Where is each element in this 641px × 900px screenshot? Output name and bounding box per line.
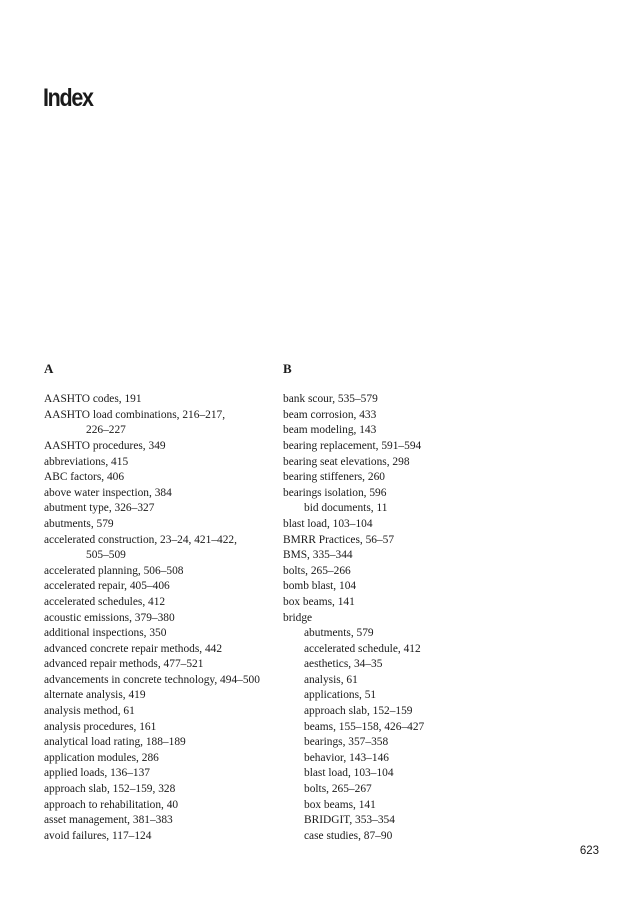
- index-entry: analysis method, 61: [44, 705, 135, 718]
- index-entry: above water inspection, 384: [44, 486, 172, 499]
- index-entry: advancements in concrete technology, 494–500: [44, 673, 260, 686]
- index-entry: abutments, 579: [44, 517, 114, 530]
- index-entries-b: [283, 392, 583, 844]
- index-subentry: abutments, 579: [304, 627, 374, 640]
- index-entry: additional inspections, 350: [44, 627, 167, 640]
- index-entry: accelerated repair, 405–406: [44, 580, 170, 593]
- index-subentry: applications, 51: [304, 689, 377, 702]
- index-entry: applied loads, 136–137: [44, 767, 150, 780]
- index-entry: beam corrosion, 433: [283, 408, 377, 421]
- index-subentry: case studies, 87–90: [304, 829, 393, 842]
- index-entry: ABC factors, 406: [44, 471, 125, 484]
- index-entry: AASHTO load combinations, 216–217,: [44, 408, 226, 421]
- index-entry: analysis procedures, 161: [44, 720, 157, 733]
- index-entry: advanced repair methods, 477–521: [44, 658, 204, 671]
- index-subentry: analysis, 61: [304, 673, 358, 686]
- index-entry: acoustic emissions, 379–380: [44, 611, 175, 624]
- index-entries-a: [44, 392, 272, 844]
- index-subentry: behavior, 143–146: [304, 751, 389, 764]
- index-subentry: bearings, 357–358: [304, 736, 389, 749]
- index-entry: asset management, 381–383: [44, 814, 173, 827]
- index-entry: analytical load rating, 188–189: [44, 736, 186, 749]
- section-letter-a: A: [44, 361, 54, 376]
- index-subentry: accelerated schedule, 412: [304, 642, 421, 655]
- index-entry: abbreviations, 415: [44, 455, 129, 468]
- index-entry: bearing stiffeners, 260: [283, 471, 385, 484]
- index-subentry: bid documents, 11: [304, 502, 388, 515]
- index-entry: bearings isolation, 596: [283, 486, 387, 499]
- index-entry: accelerated planning, 506–508: [44, 564, 184, 577]
- page-number: 623: [579, 845, 599, 857]
- index-entry: advanced concrete repair methods, 442: [44, 642, 223, 655]
- index-subentry: beams, 155–158, 426–427: [304, 720, 425, 733]
- index-subentry: BRIDGIT, 353–354: [304, 814, 395, 827]
- index-entry-continuation: 505–509: [86, 549, 126, 562]
- index-entry: bank scour, 535–579: [283, 393, 378, 406]
- index-entry: AASHTO procedures, 349: [44, 439, 166, 452]
- section-letter-b: B: [283, 361, 292, 376]
- index-entry: abutment type, 326–327: [44, 502, 155, 515]
- index-entry: box beams, 141: [283, 595, 355, 608]
- index-entry: accelerated schedules, 412: [44, 595, 166, 608]
- index-entry: bearing seat elevations, 298: [283, 455, 410, 468]
- index-entry: AASHTO codes, 191: [44, 393, 142, 406]
- index-entry: BMRR Practices, 56–57: [283, 533, 395, 546]
- index-entry: bolts, 265–266: [283, 564, 351, 577]
- index-subentry: bolts, 265–267: [304, 783, 372, 796]
- index-entry: bomb blast, 104: [283, 580, 357, 593]
- page-title: Index: [43, 84, 93, 112]
- index-column-a: [44, 361, 272, 844]
- index-entry: bridge: [283, 611, 313, 624]
- index-entry: approach slab, 152–159, 328: [44, 783, 176, 796]
- index-entry-continuation: 226–227: [86, 424, 126, 437]
- index-entry: approach to rehabilitation, 40: [44, 798, 179, 811]
- index-entry: blast load, 103–104: [283, 517, 373, 530]
- index-entry: accelerated construction, 23–24, 421–422,: [44, 533, 237, 546]
- index-entry: bearing replacement, 591–594: [283, 439, 422, 452]
- index-entry: avoid failures, 117–124: [44, 829, 152, 842]
- index-entry: application modules, 286: [44, 751, 159, 764]
- index-subentry: blast load, 103–104: [304, 767, 394, 780]
- index-subentry: box beams, 141: [304, 798, 376, 811]
- index-entry: beam modeling, 143: [283, 424, 377, 437]
- index-subentry: approach slab, 152–159: [304, 705, 413, 718]
- index-entry: alternate analysis, 419: [44, 689, 146, 702]
- index-entry: BMS, 335–344: [283, 549, 353, 562]
- index-column-b: [283, 361, 583, 844]
- index-subentry: aesthetics, 34–35: [304, 658, 383, 671]
